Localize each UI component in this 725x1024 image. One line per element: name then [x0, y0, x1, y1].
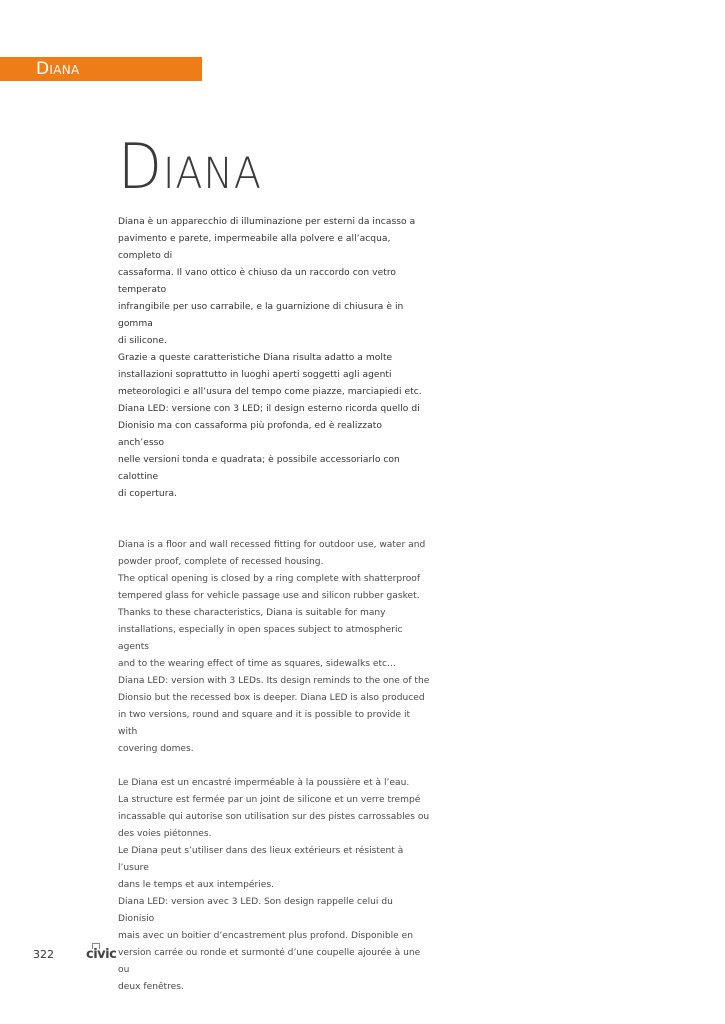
paragraph-gap — [118, 520, 430, 537]
en-line: Diana is a floor and wall recessed fitting for outdoor use, water and — [118, 540, 426, 550]
it-line: Diana è un apparecchio di illuminazione per esterni da incasso a — [118, 217, 416, 227]
it-line: di silicone. — [118, 336, 167, 346]
en-line: covering domes. — [118, 744, 194, 754]
fr-line: Le Diana est un encastré imperméable à la poussière et à l’eau. — [118, 778, 410, 788]
it-line: di copertura. — [118, 489, 178, 499]
it-line: nelle versioni tonda e quadrata; è possibile accessoriarlo con calottine — [118, 455, 400, 482]
it-line: meteorologici e all’usura del tempo come piazze, marciapiedi etc. — [118, 387, 422, 397]
fr-line: Diana LED: version avec 3 LED. Son design rappelle celui du Dionisio — [118, 897, 393, 924]
fr-line: Le Diana peut s’utiliser dans des lieux extérieurs et résistent à l’usure — [118, 846, 404, 873]
it-line: Grazie a queste caratteristiche Diana risulta adatto a molte — [118, 353, 393, 363]
fr-line: deux fenêtres. — [118, 982, 184, 992]
fr-line: dans le temps et aux intempéries. — [118, 880, 274, 890]
section-header-label: Diana — [36, 59, 80, 79]
italian-description — [118, 214, 430, 503]
fr-line: version carrée ou ronde et surmonté d’une coupelle ajourée à une ou — [118, 948, 421, 975]
en-line: Thanks to these characteristics, Diana is suitable for many — [118, 608, 386, 618]
it-line: installazioni soprattutto in luoghi aperti soggetti agli agenti — [118, 370, 392, 380]
it-line: pavimento e parete, impermeabile alla polvere e all’acqua, completo di — [118, 234, 391, 261]
it-line: Dionisio ma con cassaforma più profonda, ed è realizzato anch’esso — [118, 421, 382, 448]
fr-line: incassable qui autorise son utilisation sur des pistes carrossables ou — [118, 812, 430, 822]
it-line: Diana LED: versione con 3 LED; il design esterno ricorda quello di — [118, 404, 420, 414]
it-line: cassaforma. Il vano ottico è chiuso da un raccordo con vetro temperato — [118, 268, 397, 295]
fr-line: des voies piétonnes. — [118, 829, 212, 839]
fr-line: La structure est fermée par un joint de silicone et un verre trempé — [118, 795, 421, 805]
en-line: Dionsio but the recessed box is deeper. Diana LED is also produced — [118, 693, 425, 703]
page-number: 322 — [33, 948, 54, 961]
english-description — [118, 537, 430, 758]
en-line: Diana LED: version with 3 LEDs. Its design reminds to the one of the — [118, 676, 430, 686]
paragraph-gap — [118, 758, 430, 775]
section-header-bar — [0, 57, 202, 81]
en-line: The optical opening is closed by a ring complete with shatterproof — [118, 574, 421, 584]
description-text-block — [118, 214, 430, 996]
paragraph-gap — [118, 503, 430, 520]
fr-line: mais avec un boitier d’encastrement plus profond. Disponible en — [118, 931, 414, 941]
en-line: installations, especially in open spaces subject to atmospheric agents — [118, 625, 403, 652]
page-title: Diana — [118, 130, 262, 203]
en-line: in two versions, round and square and it is possible to provide it with — [118, 710, 411, 737]
brand-logo: civic — [86, 947, 117, 962]
en-line: tempered glass for vehicle passage use and silicon rubber gasket. — [118, 591, 420, 601]
french-description — [118, 775, 430, 996]
en-line: powder proof, complete of recessed housing. — [118, 557, 324, 567]
it-line: infrangibile per uso carrabile, e la guarnizione di chiusura è in gomma — [118, 302, 404, 329]
en-line: and to the wearing effect of time as squares, sidewalks etc... — [118, 659, 396, 669]
